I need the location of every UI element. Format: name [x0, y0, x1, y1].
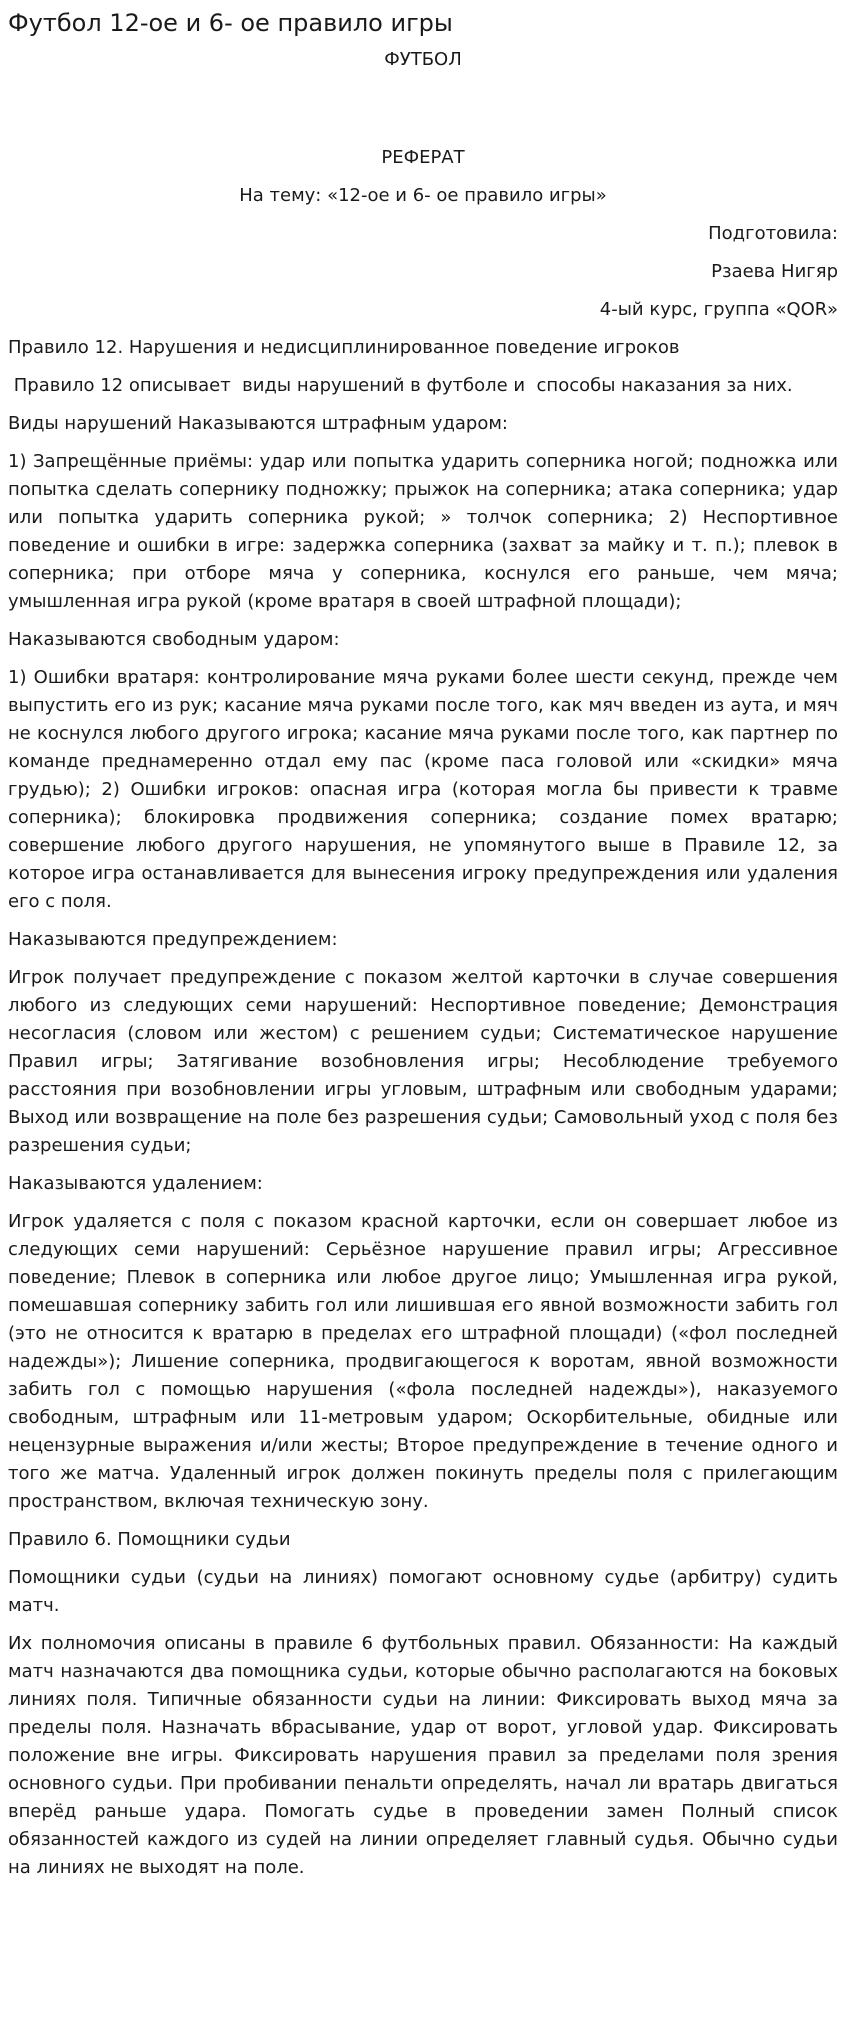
header-football: ФУТБОЛ — [384, 49, 462, 70]
report-label: РЕФЕРАТ — [381, 147, 465, 168]
caution-offences: Игрок получает предупреждение с показом желтой карточки в случае совершения любого из следующих семи нарушений: Неспортивное поведение; Демонстрация несогласия (словом или жестом) с решением судьи; Систематическое нарушение Правил игры; Затягивание возобновления игры; Несоблюдение требуемого расстояния при возобновлении игры угловым, штрафным или свободным ударами; Выход или возвращение на поле без разрешения судьи; Самовольный уход с поля без разрешения судьи; — [8, 967, 838, 1156]
author-name: Рзаева Нигяр — [711, 261, 838, 282]
report-topic: На тему: «12-ое и 6- ое правило игры» — [239, 185, 607, 206]
sending-off-offences: Игрок удаляется с поля с показом красной карточки, если он совершает любое из следующих семи нарушений: Серьёзное нарушение правил игры; Агрессивное поведение; Плевок в соперника или любое другое лицо; Умышленная игра рукой, помешавшая сопернику забить гол или лишившая его явной возможности забить гол (это не относится к вратарю в пределах его штрафной площади) («фол последней надежды»); Лишение соперника, продвигающегося к воротам, явной возможности забить гол с помощью нарушения («фола последней надежды»), наказуемого свободным, штрафным или 11-метровым ударом; Оскорбительные, обидные или нецензурные выражения и/или жесты; Второе предупреждение в течение одного и того же матча. Удаленный игрок должен покинуть пределы поля с прилегающим пространством, включая техническую зону. — [8, 1211, 838, 1512]
document-title: Футбол 12-ое и 6- ое правило игры — [8, 9, 453, 37]
rule12-intro: Правило 12 описывает виды нарушений в футболе и способы наказания за них. — [8, 375, 793, 396]
assistant-referees-intro: Помощники судьи (судьи на линиях) помогают основному судье (арбитру) судить матч. — [8, 1567, 838, 1616]
spacer — [8, 84, 838, 144]
document-content — [8, 46, 838, 1892]
indirect-kick-heading: Наказываются свободным ударом: — [8, 629, 340, 650]
caution-heading: Наказываются предупреждением: — [8, 929, 338, 950]
rule6-heading: Правило 6. Помощники судьи — [8, 1529, 291, 1550]
indirect-kick-offences: 1) Ошибки вратаря: контролирование мяча руками более шести секунд, прежде чем выпустить его из рук; касание мяча руками после того, как мяч введен из аута, и мяч не коснулся любого другого игрока; касание мяча руками после того, как партнер по команде преднамеренно отдал ему пас (кроме паса головой или «скидки» мяча грудью); 2) Ошибки игроков: опасная игра (которая могла бы привести к травме соперника); блокировка продвижения соперника; создание помех вратарю; совершение любого другого нарушения, не упомянутого выше в Правиле 12, за которое игра останавливается для вынесения игроку предупреждения или удаления его с поля. — [8, 667, 838, 912]
rule12-heading: Правило 12. Нарушения и недисциплинированное поведение игроков — [8, 337, 680, 358]
free-kick-offences: 1) Запрещённые приёмы: удар или попытка ударить соперника ногой; подножка или попытка сделать сопернику подножку; прыжок на соперника; атака соперника; удар или попытка ударить соперника рукой; » толчок соперника; 2) Неспортивное поведение и ошибки в игре: задержка соперника (захват за майку и т. п.); плевок в соперника; при отборе мяча у соперника, коснулся его раньше, чем мяча; умышленная игра рукой (кроме вратаря в своей штрафной площади); — [8, 451, 838, 612]
assistant-referees-duties: Их полномочия описаны в правиле 6 футбольных правил. Обязанности: На каждый матч назначаются два помощника судьи, которые обычно располагаются на боковых линиях поля. Типичные обязанности судьи на линии: Фиксировать выход мяча за пределы поля. Назначать вбрасывание, удар от ворот, угловой удар. Фиксировать положение вне игры. Фиксировать нарушения правил за пределами поля зрения основного судьи. При пробивании пенальти определять, начал ли вратарь двигаться вперёд раньше удара. Помогать судье в проведении замен Полный список обязанностей каждого из судей на линии определяет главный судья. Обычно судьи на линиях не выходят на поле. — [8, 1633, 838, 1878]
free-kick-types-heading: Виды нарушений Наказываются штрафным ударом: — [8, 413, 509, 434]
sending-off-heading: Наказываются удалением: — [8, 1173, 263, 1194]
course-group: 4-ый курс, группа «QOR» — [599, 299, 838, 320]
prepared-label: Подготовила: — [708, 223, 838, 244]
